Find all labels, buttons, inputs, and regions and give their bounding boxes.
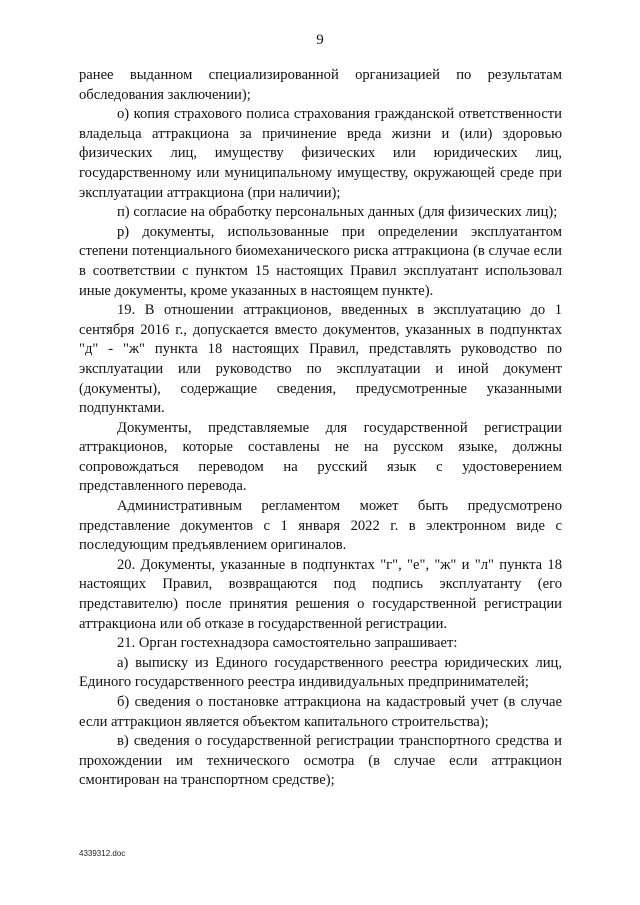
paragraph: 20. Документы, указанные в подпунктах "г", "е", "ж" и "л" пункта 18 настоящих Правил, возвращаются под подпись эксплуатанту (его представителю) после принятия решения о государственной регистрации аттракциона или об отказе в государственной регистрации. xyxy=(79,556,562,632)
paragraph: р) документы, использованные при определении эксплуатантом степени потенциального биомеханического риска аттракциона (в случае если в соответствии с пунктом 15 настоящих Правил эксплуатант использовал иные документы, кроме указанных в настоящем пункте). xyxy=(79,223,562,299)
document-body xyxy=(79,66,562,791)
paragraph: а) выписку из Единого государственного реестра юридических лиц, Единого государственного реестра индивидуальных предпринимателей; xyxy=(79,654,562,691)
paragraph: о) копия страхового полиса страхования гражданской ответственности владельца аттракциона за причинение вреда жизни и (или) здоровью физических лиц, имуществу физических или юридических лиц, государственному или муниципальному имуществу, окружающей среде при эксплуатации аттракциона (при наличии); xyxy=(79,106,562,201)
paragraph: ранее выданном специализированной организацией по результатам обследования заключении); xyxy=(79,67,562,103)
document-filename: 4339312.doc xyxy=(79,849,126,858)
paragraph: 19. В отношении аттракционов, введенных в эксплуатацию до 1 сентября 2016 г., допускается вместо документов, указанных в подпунктах "д" - "ж" пункта 18 настоящих Правил, представлять руководство по эксплуатации или руководство по эксплуатации и иной документ (документы), содержащие сведения, предусмотренные указанными подпунктами. xyxy=(79,302,562,417)
paragraph: б) сведения о постановке аттракциона на кадастровый учет (в случае если аттракцион является объектом капитального строительства); xyxy=(79,694,562,730)
paragraph: Административным регламентом может быть предусмотрено представление документов с 1 января 2022 г. в электронном виде с последующим предъявлением оригиналов. xyxy=(79,498,562,554)
paragraph: 21. Орган гостехнадзора самостоятельно запрашивает: xyxy=(117,635,458,652)
paragraph: п) согласие на обработку персональных данных (для физических лиц); xyxy=(117,204,558,221)
paragraph: в) сведения о государственной регистрации транспортного средства и прохождении им технического осмотра (в случае если аттракцион смонтирован на транспортном средстве); xyxy=(79,733,562,789)
page-number: 9 xyxy=(316,32,324,48)
paragraph: Документы, представляемые для государственной регистрации аттракционов, которые составлены не на русском языке, должны сопровождаться переводом на русский язык с удостоверением представленного перевода. xyxy=(79,419,562,495)
